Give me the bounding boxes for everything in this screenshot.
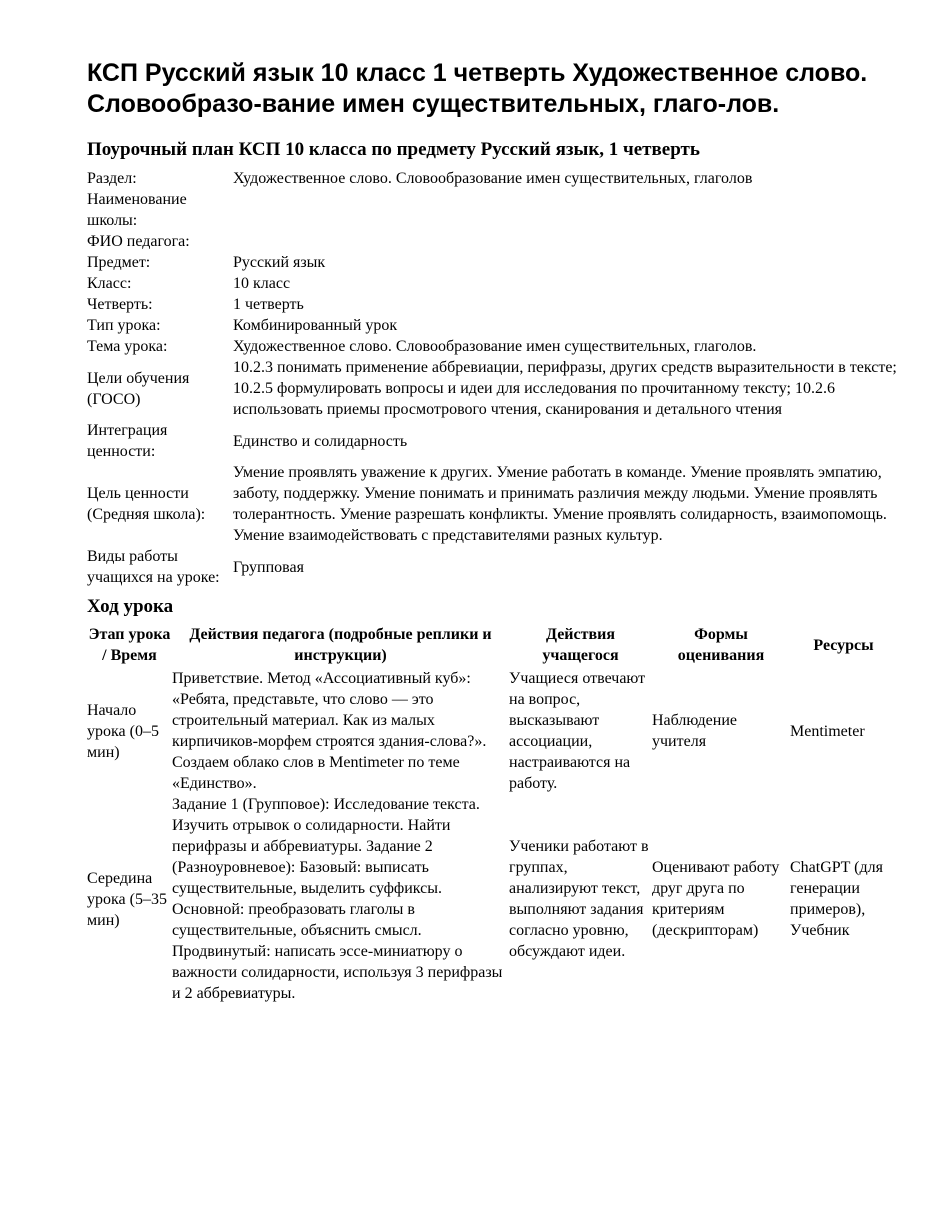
info-label: Тип урока: — [87, 317, 161, 334]
info-row — [87, 315, 897, 336]
column-header-stage: Этап урока / Время — [88, 626, 171, 664]
info-row — [87, 462, 897, 546]
section-heading: Ход урока — [87, 596, 174, 617]
info-label: Четверть: — [87, 296, 153, 313]
info-value: 10 класс — [233, 275, 291, 292]
column-header-assessment: Формы оценивания — [677, 626, 765, 664]
info-label: Класс: — [87, 275, 132, 292]
info-value: Единство и солидарность — [233, 432, 408, 450]
cell-resources: Mentimeter — [790, 722, 865, 740]
table-row — [87, 794, 897, 1004]
info-row — [87, 189, 897, 231]
info-row — [87, 336, 897, 357]
info-row — [87, 273, 897, 294]
cell-teacher: Задание 1 (Групповое): Исследование текста. Изучить отрывок о солидарности. Найти перифразы и аббревиатуры. Задание 2 (Разноуровневое): Базовый: выписать существительные, выделить суффиксы. Основной: преобразовать глаголы в существительные, объяснить смысл. Продвинутый: написать эссе-миниатюру о важности солидарности, используя 3 перифразы и 2 аббревиатуры. — [172, 796, 503, 1002]
info-value: Комбинированный урок — [233, 317, 398, 334]
document-page — [87, 58, 897, 1004]
cell-student: Учащиеся отвечают на вопрос, высказывают ассоциации, настраиваются на работу. — [509, 670, 646, 792]
info-value: Умение проявлять уважение к других. Умение работать в команде. Умение проявлять эмпатию, заботу, поддержку. Умение понимать и принимать различия между людьми. Умение проявлять толерантность. Умение разрешать конфликты. Умение проявлять солидарность, взаимопомощь. Умение взаимодействовать с представителями разных культур. — [233, 464, 887, 544]
info-label: Наименование школы: — [87, 191, 187, 229]
info-value: Русский язык — [233, 254, 326, 271]
info-row — [87, 294, 897, 315]
info-value: Художественное слово. Словообразование имен существительных, глаголов. — [233, 338, 757, 355]
info-value — [233, 189, 897, 231]
plan-subtitle: Поурочный план КСП 10 класса по предмету Русский язык, 1 четверть — [87, 139, 700, 160]
cell-assessment: Оценивают работу друг друга по критериям (дескрипторам) — [652, 859, 780, 939]
info-value: Художественное слово. Словообразование имен существительных, глаголов — [233, 170, 753, 187]
info-value: 10.2.3 понимать применение аббревиации, перифразы, других средств выразительности в тексте; 10.2.5 формулировать вопросы и идеи для исследования по прочитанному тексту; 10.2.6 использовать приемы просмотрового чтения, сканирования и детального чтения — [233, 359, 897, 418]
page-title: КСП Русский язык 10 класс 1 четверть Художественное слово. Словообразо-вание имен существительных, глаго-лов. — [87, 59, 868, 118]
info-label: ФИО педагога: — [87, 233, 190, 250]
info-label: Виды работы учащихся на уроке: — [87, 548, 220, 586]
info-row — [87, 420, 897, 462]
column-header-resources: Ресурсы — [813, 636, 874, 654]
lesson-plan-table — [87, 624, 897, 1004]
column-header-student: Действия учащегося — [542, 626, 619, 664]
cell-student: Ученики работают в группах, анализируют текст, выполняют задания согласно уровню, обсуждают идеи. — [509, 838, 649, 960]
cell-stage: Начало урока (0–5 мин) — [87, 701, 159, 761]
info-label: Цели обучения (ГОСО) — [87, 369, 190, 408]
cell-teacher: Приветствие. Метод «Ассоциативный куб»: «Ребята, представьте, что слово — это строительный материал. Как из малых кирпичиков-морфем строятся здания-слова?». Создаем облако слов в Mentimeter по теме «Единство». — [172, 670, 487, 792]
plan-header-row — [87, 624, 897, 668]
info-label: Цель ценности (Средняя школа): — [87, 485, 206, 523]
table-row — [87, 668, 897, 794]
info-value — [233, 231, 897, 252]
info-label: Раздел: — [87, 170, 137, 187]
cell-stage: Середина урока (5–35 мин) — [87, 869, 167, 929]
info-row — [87, 546, 897, 588]
cell-assessment: Наблюдение учителя — [652, 712, 737, 750]
info-row — [87, 252, 897, 273]
column-header-teacher: Действия педагога (подробные реплики и инструкции) — [189, 626, 492, 664]
info-row — [87, 168, 897, 189]
info-label: Интеграция ценности: — [87, 422, 168, 460]
info-value: Групповая — [233, 558, 304, 576]
lesson-info-table — [87, 168, 897, 588]
info-row — [87, 357, 897, 420]
info-row — [87, 231, 897, 252]
info-label: Предмет: — [87, 254, 151, 271]
info-value: 1 четверть — [233, 296, 304, 313]
info-label: Тема урока: — [87, 338, 168, 355]
cell-resources: ChatGPT (для генерации примеров), Учебник — [790, 859, 883, 939]
